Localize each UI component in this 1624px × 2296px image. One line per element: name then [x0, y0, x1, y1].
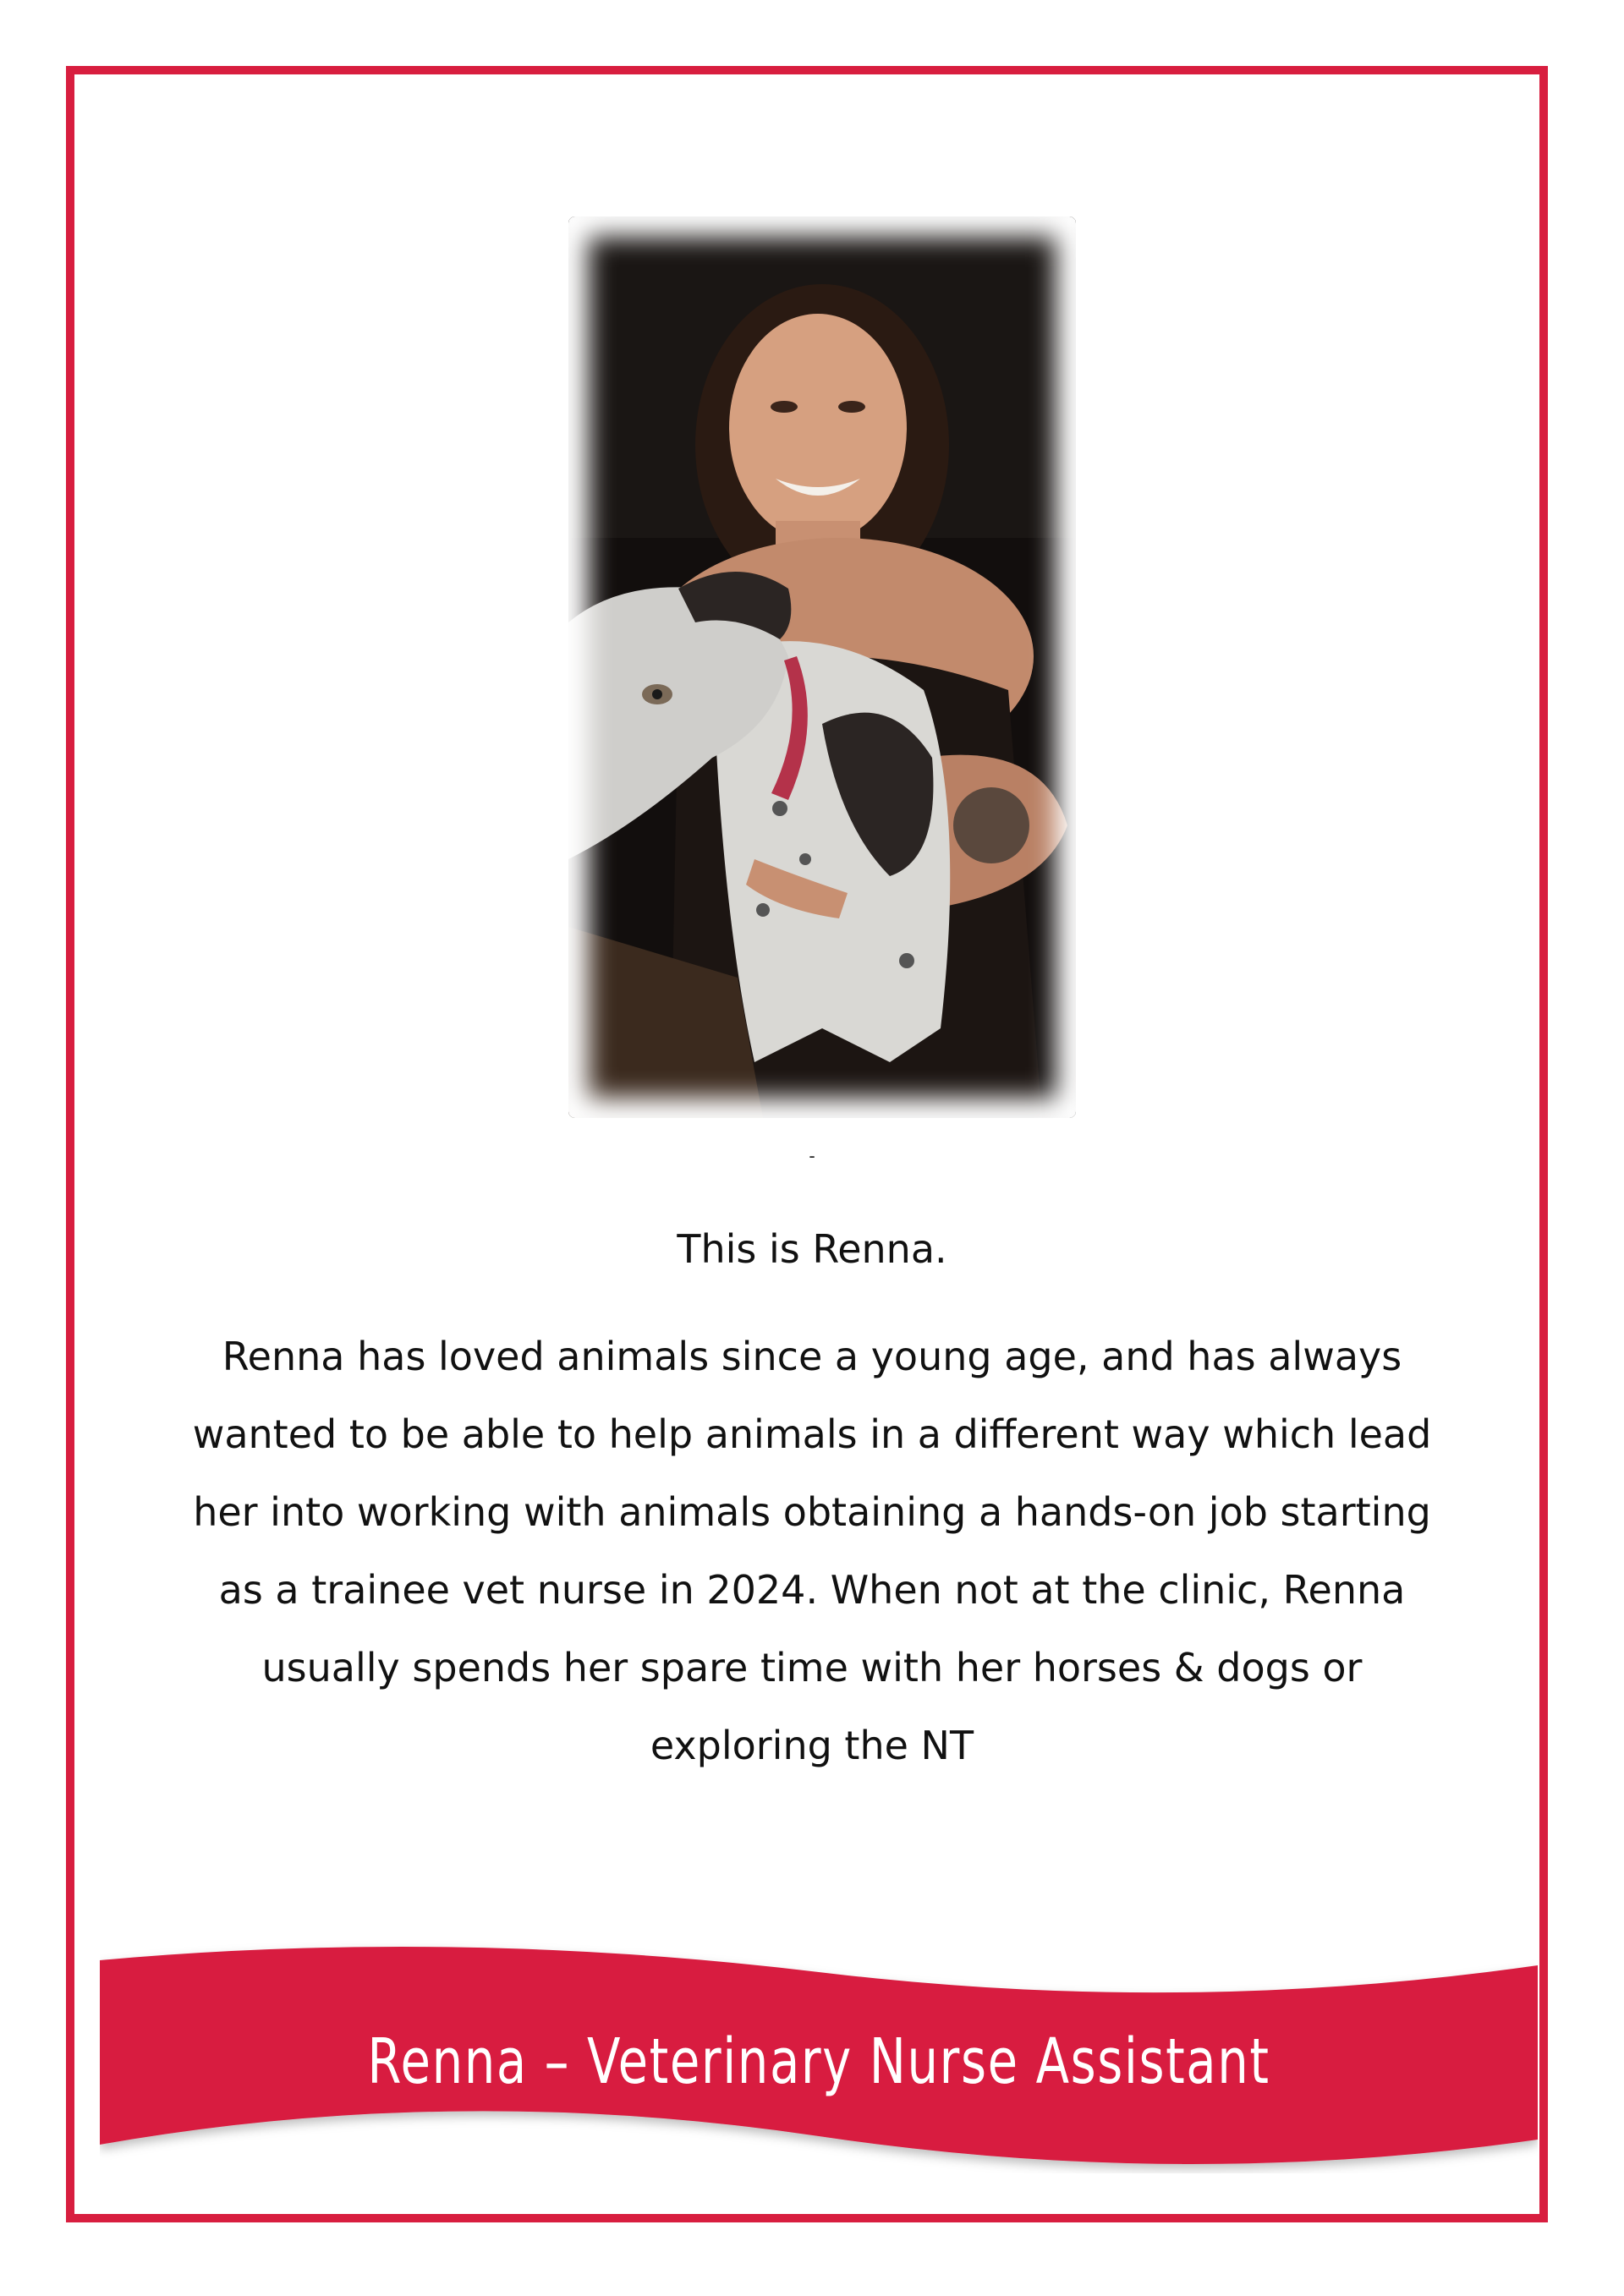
banner-title: Renna – Veterinary Nurse Assistant [367, 2025, 1270, 2098]
intro-text: This is Renna. [677, 1226, 947, 1272]
staff-photo [568, 216, 1076, 1118]
photo-illustration [568, 216, 1076, 1118]
name-banner [100, 1937, 1538, 2173]
photo-caption-mark: - [809, 1145, 815, 1166]
bio-paragraph: Renna has loved animals since a young age, and has always wanted to be able to help animals in a different way which lead her into working with animals obtaining a hands-on job starting as a trainee vet nurse in 2024. When not at the clinic, Renna usually spends her spare time with her horses & dogs or exploring the NT [192, 1334, 1432, 1768]
